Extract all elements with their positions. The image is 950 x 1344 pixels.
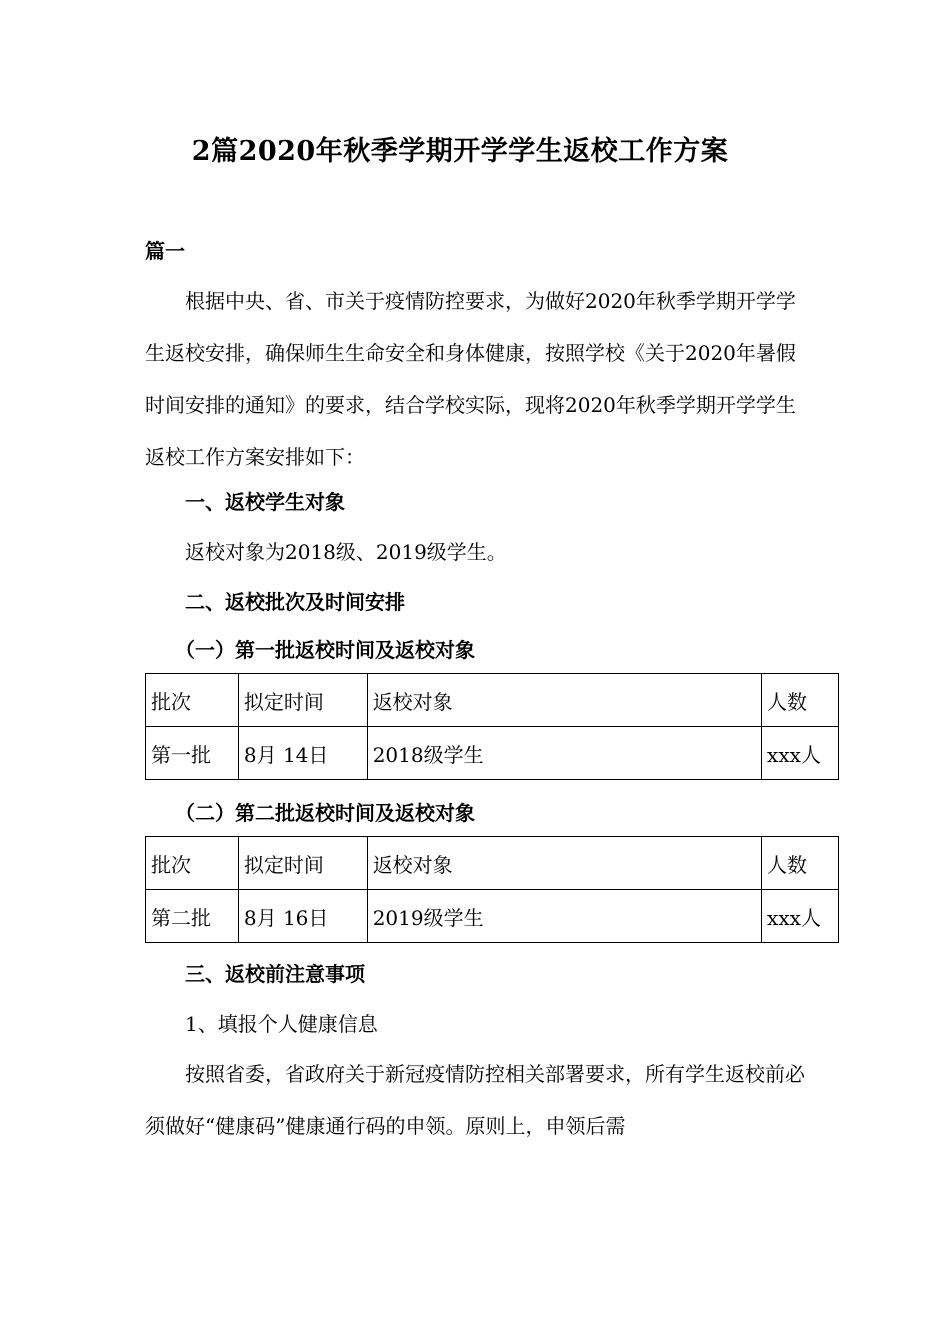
returning-students-text: 返校对象为2018级、2019级学生。	[185, 540, 507, 564]
header-count: 人数	[762, 674, 839, 727]
sub-heading-second-batch: （二）第二批返校时间及返校对象	[175, 801, 475, 825]
section-label: 篇一	[145, 239, 185, 263]
table-row	[146, 890, 839, 943]
cell-batch: 第二批	[146, 890, 239, 943]
heading-returning-students: 一、返校学生对象	[185, 490, 345, 514]
cell-target: 2018级学生	[367, 727, 761, 780]
table-row	[146, 727, 839, 780]
cell-count: xxx人	[762, 727, 839, 780]
second-batch-table	[145, 836, 839, 943]
header-target: 返校对象	[367, 837, 761, 890]
cell-planned-time: 8月 16日	[238, 890, 367, 943]
header-planned-time: 拟定时间	[238, 674, 367, 727]
table-header-row	[146, 837, 839, 890]
cell-target: 2019级学生	[367, 890, 761, 943]
header-count: 人数	[762, 837, 839, 890]
table-header-row	[146, 674, 839, 727]
first-batch-table	[145, 673, 839, 780]
health-code-paragraph: 按照省委，省政府关于新冠疫情防控相关部署要求，所有学生返校前必须做好“健康码”健康通行码的申领。原则上，申领后需	[145, 1062, 805, 1138]
item-health-info: 1、填报个人健康信息	[185, 1012, 378, 1036]
cell-count: xxx人	[762, 890, 839, 943]
header-batch: 批次	[146, 674, 239, 727]
document-title: 2篇2020年秋季学期开学学生返校工作方案	[191, 136, 729, 167]
intro-paragraph: 根据中央、省、市关于疫情防控要求，为做好2020年秋季学期开学学生返校安排，确保师生生命安全和身体健康，按照学校《关于2020年暑假时间安排的通知》的要求，结合学校实际，现将2020年秋季学期开学学生返校工作方案安排如下：	[145, 289, 796, 469]
sub-heading-first-batch: （一）第一批返校时间及返校对象	[175, 638, 475, 662]
header-target: 返校对象	[367, 674, 761, 727]
cell-batch: 第一批	[146, 727, 239, 780]
heading-batch-schedule: 二、返校批次及时间安排	[185, 590, 405, 614]
heading-precautions: 三、返校前注意事项	[185, 962, 365, 986]
header-planned-time: 拟定时间	[238, 837, 367, 890]
cell-planned-time: 8月 14日	[238, 727, 367, 780]
header-batch: 批次	[146, 837, 239, 890]
